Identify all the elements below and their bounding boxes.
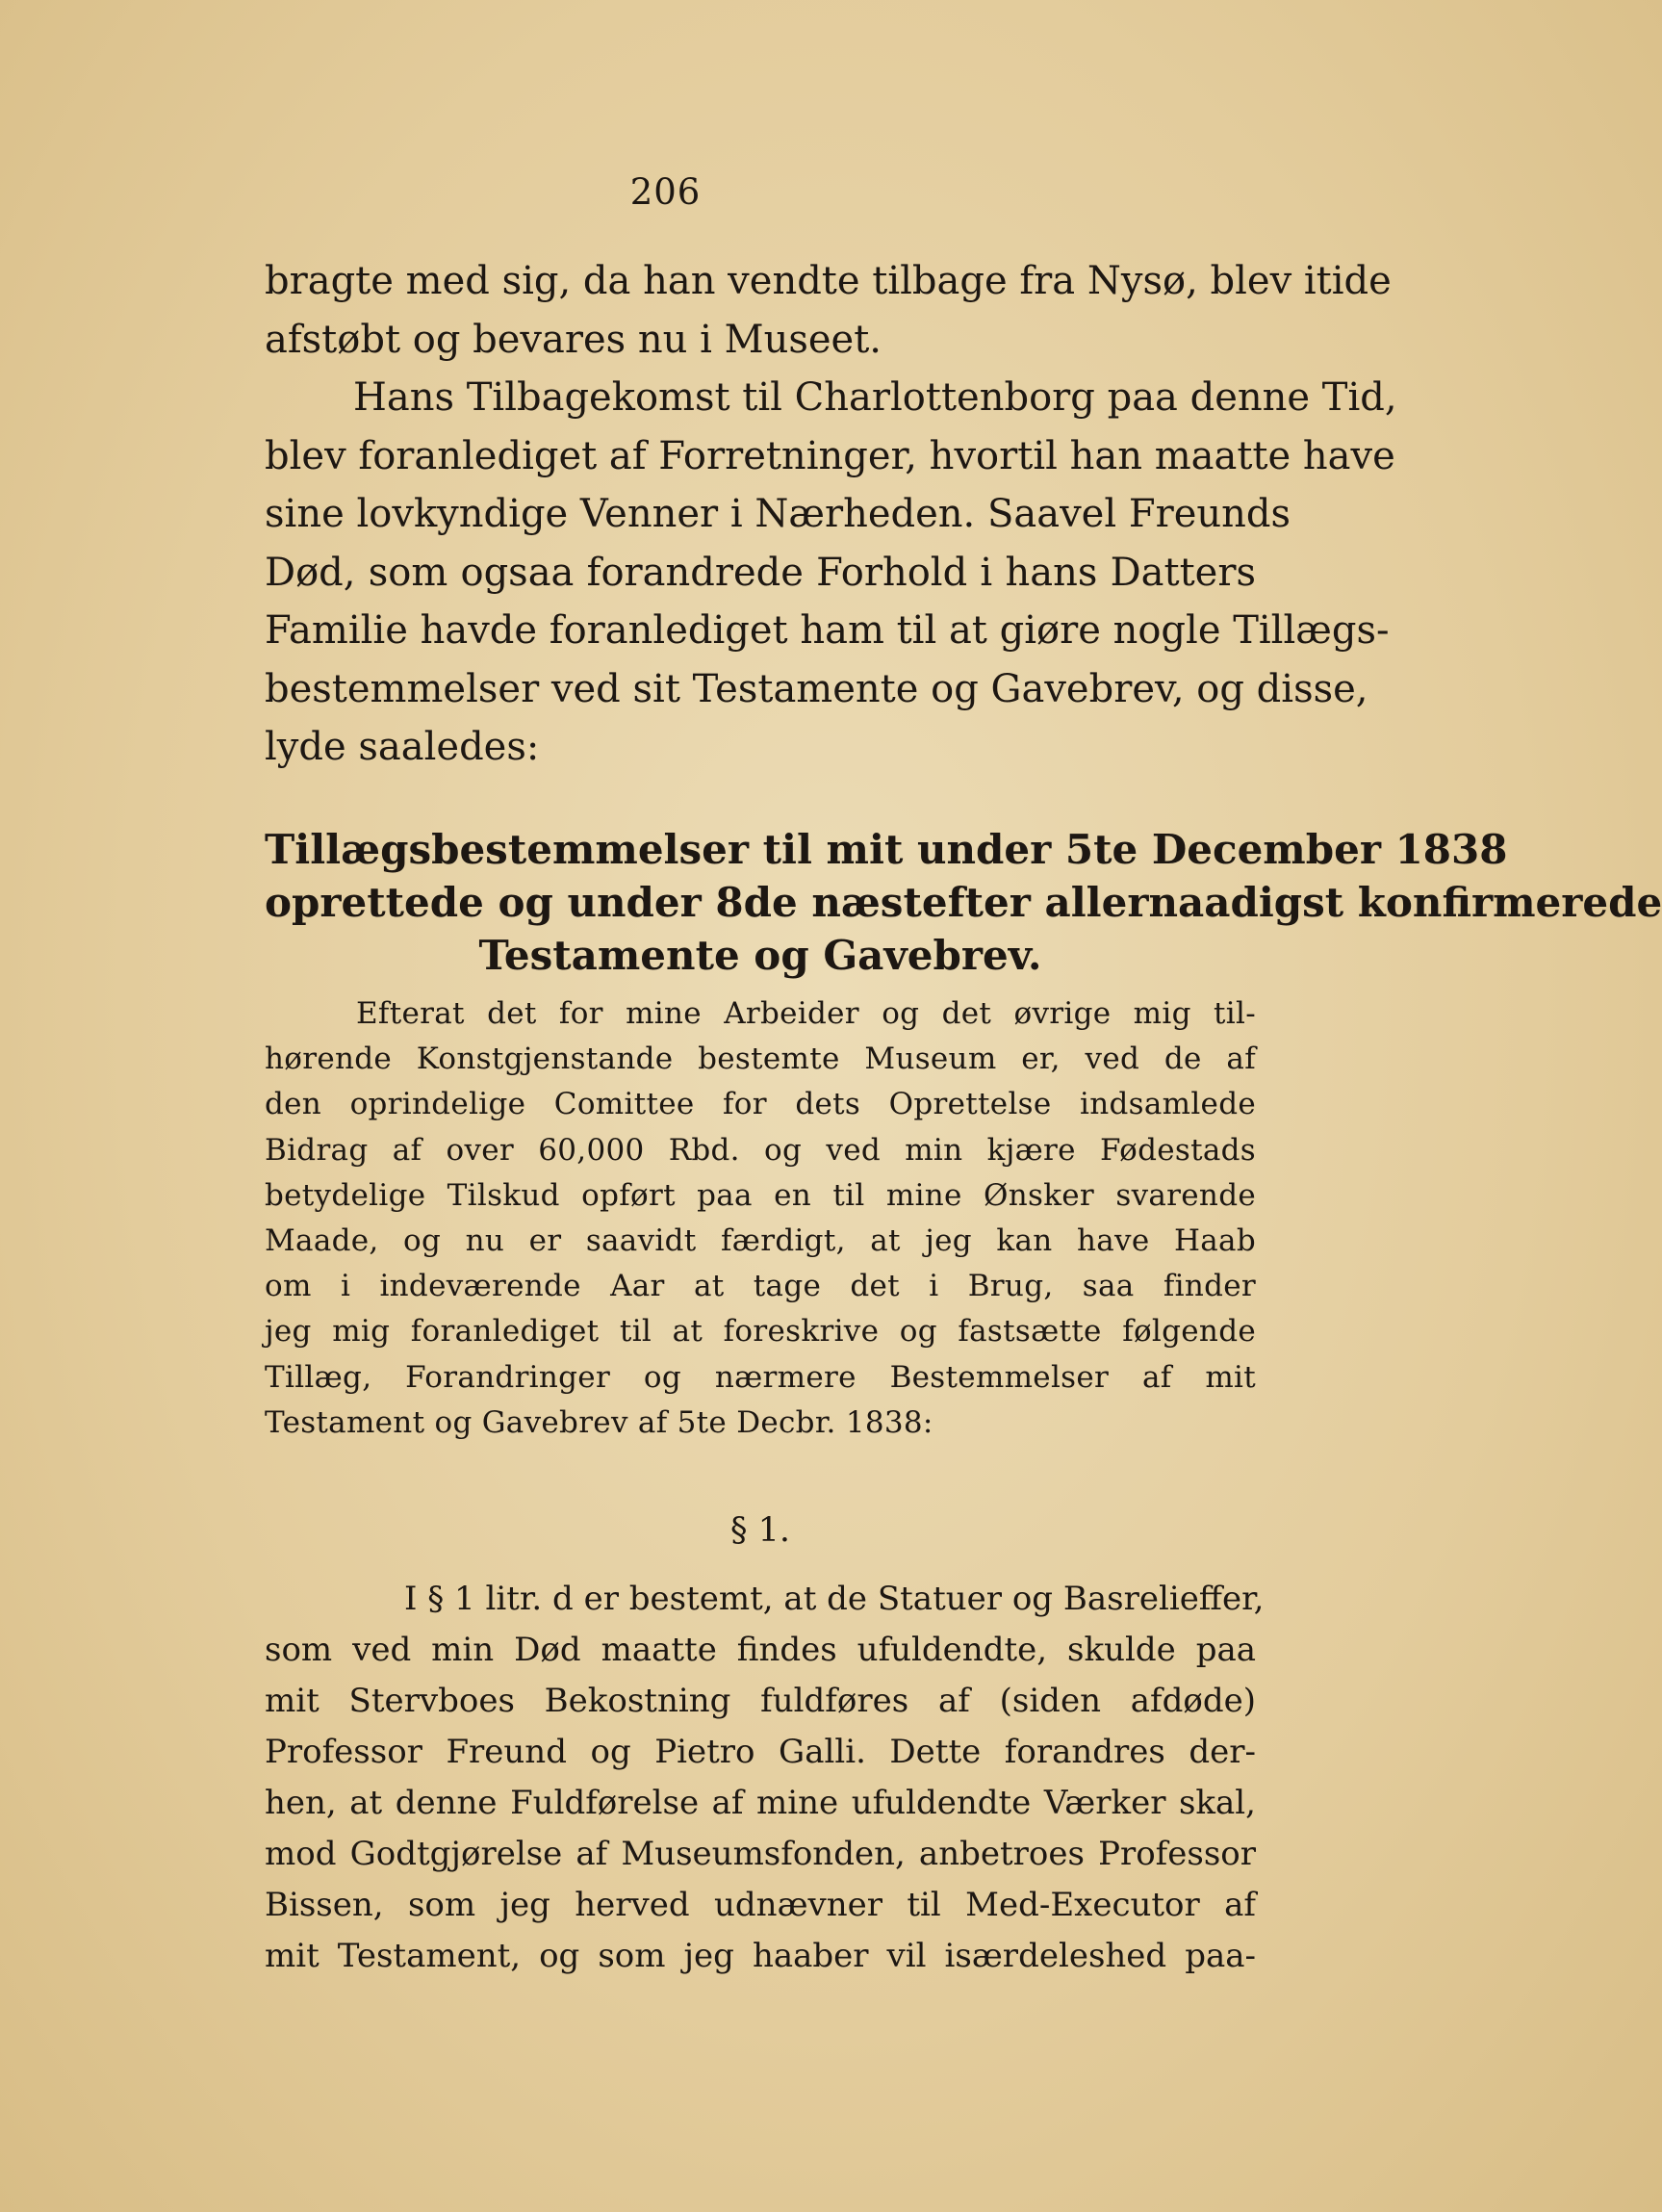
text-line: mod Godtgjørelse af Museumsfonden, anbetroes Professor: [265, 1835, 1256, 1873]
preamble-paragraph: [265, 991, 1256, 1446]
text-line: Maade, og nu er saavidt færdigt, at jeg kan have Haab: [265, 1223, 1256, 1259]
text-line: lyde saaledes:: [265, 725, 540, 769]
text-line: Tillæg, Forandringer og nærmere Bestemmelser af mit: [265, 1359, 1256, 1395]
text-line: Bissen, som jeg herved udnævner til Med-Executor af: [265, 1886, 1256, 1924]
heading-line: Tillægsbestemmelser til mit under 5te December 1838: [265, 826, 1508, 873]
section-heading: § 1.: [729, 1511, 791, 1550]
text-line: mit Testament, og som jeg haaber vil isærdeleshed paa-: [265, 1937, 1256, 1975]
heading-line: oprettede og under 8de næstefter allernaadigst konfirmerede: [265, 879, 1662, 926]
text-line: bestemmelser ved sit Testamente og Gavebrev, og disse,: [265, 666, 1368, 711]
text-line: Hans Tilbagekomst til Charlottenborg paa denne Tid,: [353, 375, 1397, 420]
text-line: betydelige Tilskud opført paa en til mine Ønsker svarende: [265, 1177, 1256, 1213]
text-line: den oprindelige Comittee for dets Oprettelse indsamlede: [265, 1087, 1256, 1122]
text-line: sine lovkyndige Venner i Nærheden. Saavel Freunds: [265, 492, 1291, 536]
text-line: mit Stervboes Bekostning fuldføres af (siden afdøde): [265, 1682, 1256, 1720]
heading-line: Testamente og Gavebrev.: [478, 932, 1042, 979]
text-line: om i indeværende Aar at tage det i Brug, saa finder: [265, 1269, 1256, 1304]
text-line: hen, at denne Fuldførelse af mine ufuldendte Værker skal,: [265, 1784, 1256, 1822]
text-line: bragte med sig, da han vendte tilbage fra Nysø, blev itide: [265, 259, 1392, 303]
text-line: som ved min Død maatte findes ufuldendte, skulde paa: [265, 1631, 1256, 1669]
text-line: blev foranlediget af Forretninger, hvortil han maatte have: [265, 433, 1395, 478]
text-line: jeg mig foranlediget til at foreskrive og fastsætte følgende: [265, 1314, 1256, 1350]
text-line: I § 1 litr. d er bestemt, at de Statuer og Basrelieffer,: [404, 1580, 1265, 1618]
document-heading: [265, 823, 1662, 982]
text-line: Efterat det for mine Arbeider og det øvrige mig til-: [356, 996, 1256, 1031]
text-line: hørende Konstgjenstande bestemte Museum er, ved de af: [265, 1042, 1256, 1077]
section-paragraph: [265, 1574, 1265, 1982]
page-number: 206: [629, 171, 702, 213]
text-line: Død, som ogsaa forandrede Forhold i hans Datters: [265, 550, 1256, 595]
intro-paragraph: [265, 252, 1397, 777]
text-line: Testament og Gavebrev af 5te Decbr. 1838:: [265, 1404, 933, 1440]
text-line: Professor Freund og Pietro Galli. Dette forandres der-: [265, 1733, 1256, 1771]
text-line: afstøbt og bevares nu i Museet.: [265, 317, 882, 362]
text-line: Bidrag af over 60,000 Rbd. og ved min kjære Fødestads: [265, 1132, 1256, 1168]
text-line: Familie havde foranlediget ham til at giøre nogle Tillægs-: [265, 608, 1390, 653]
